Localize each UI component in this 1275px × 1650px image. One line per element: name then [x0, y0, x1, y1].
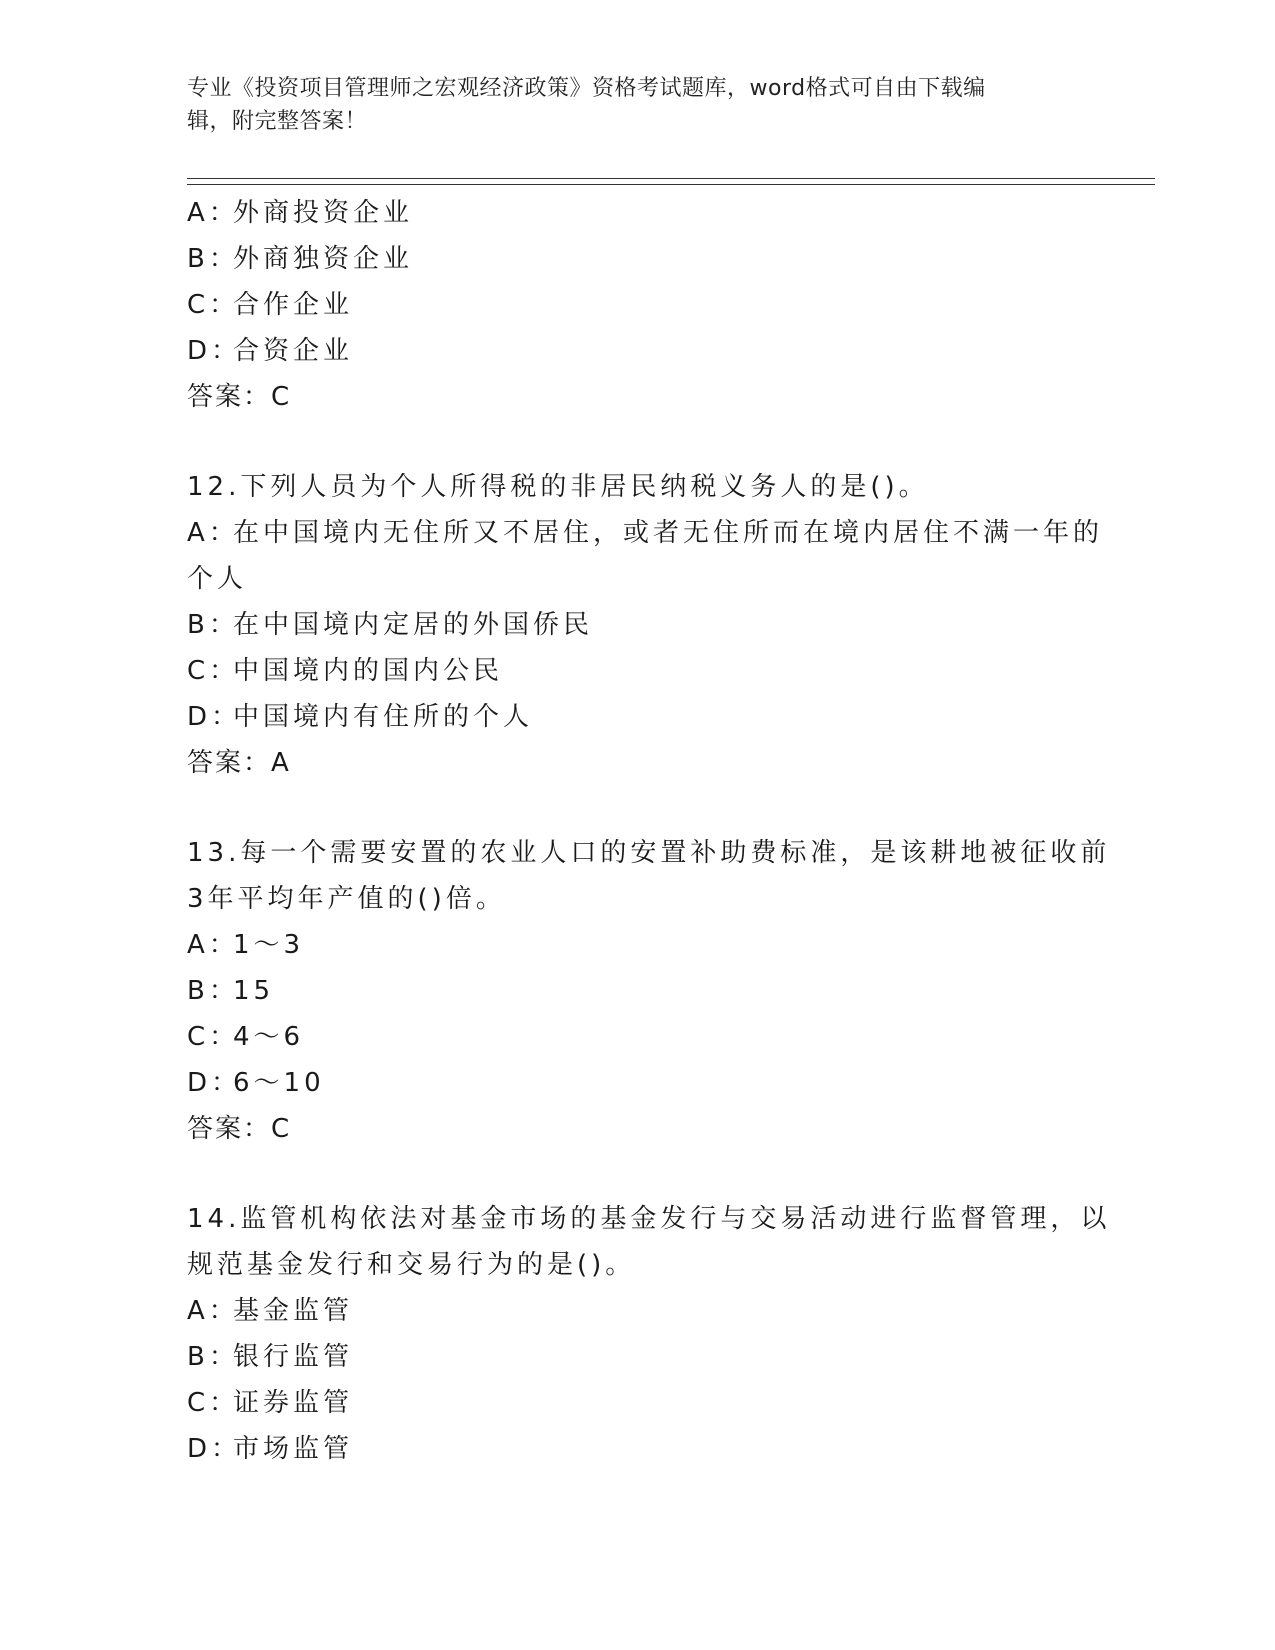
question-14-option-d: D：市场监管 — [187, 1434, 354, 1464]
question-14-option-c: C：证券监管 — [187, 1388, 354, 1418]
question-12-answer: 答案：A — [187, 748, 291, 778]
spacer — [187, 1152, 1087, 1196]
question-12-option-a-continued: 个人 — [187, 564, 248, 594]
question-11-option-a: A：外商投资企业 — [187, 198, 414, 228]
spacer — [187, 786, 1087, 830]
question-13-option-a: A：1～3 — [187, 930, 305, 960]
question-14-stem-line-1: 14.监管机构依法对基金市场的基金发行与交易活动进行监督管理，以 — [187, 1204, 1111, 1234]
header-divider-top — [187, 178, 1155, 179]
header-line-1: 专业《投资项目管理师之宏观经济政策》资格考试题库，word格式可自由下载编 — [187, 76, 986, 101]
question-12-option-c: C：中国境内的国内公民 — [187, 656, 504, 686]
question-12-block — [187, 464, 1104, 786]
question-14-option-b: B：银行监管 — [187, 1342, 354, 1372]
spacer — [187, 420, 1087, 464]
question-13-stem-line-1: 13.每一个需要安置的农业人口的安置补助费标准，是该耕地被征收前 — [187, 838, 1111, 868]
question-14-option-a: A：基金监管 — [187, 1296, 354, 1326]
question-11-option-b: B：外商独资企业 — [187, 244, 414, 274]
question-13-stem-line-2: 3年平均年产值的()倍。 — [187, 884, 506, 914]
question-12-option-d: D：中国境内有住所的个人 — [187, 702, 534, 732]
question-13-option-c: C：4～6 — [187, 1022, 305, 1052]
question-13-option-d: D：6～10 — [187, 1068, 325, 1098]
document-header — [187, 72, 1087, 138]
question-13-answer: 答案：C — [187, 1114, 292, 1144]
question-content — [187, 190, 1111, 1472]
question-11-block — [187, 190, 1087, 420]
question-11-option-c: C：合作企业 — [187, 290, 354, 320]
question-13-block — [187, 830, 1111, 1152]
header-divider-bottom — [187, 184, 1155, 185]
question-14-stem-line-2: 规范基金发行和交易行为的是()。 — [187, 1250, 636, 1280]
question-11-option-d: D：合资企业 — [187, 336, 354, 366]
question-14-block — [187, 1196, 1111, 1472]
question-12-stem: 12.下列人员为个人所得税的非居民纳税义务人的是()。 — [187, 472, 929, 502]
question-12-option-b: B：在中国境内定居的外国侨民 — [187, 610, 594, 640]
header-line-2: 辑，附完整答案！ — [187, 109, 368, 134]
question-13-option-b: B：15 — [187, 976, 275, 1006]
question-11-answer: 答案：C — [187, 382, 292, 412]
question-12-option-a: A：在中国境内无住所又不居住，或者无住所而在境内居住不满一年的 — [187, 518, 1104, 548]
